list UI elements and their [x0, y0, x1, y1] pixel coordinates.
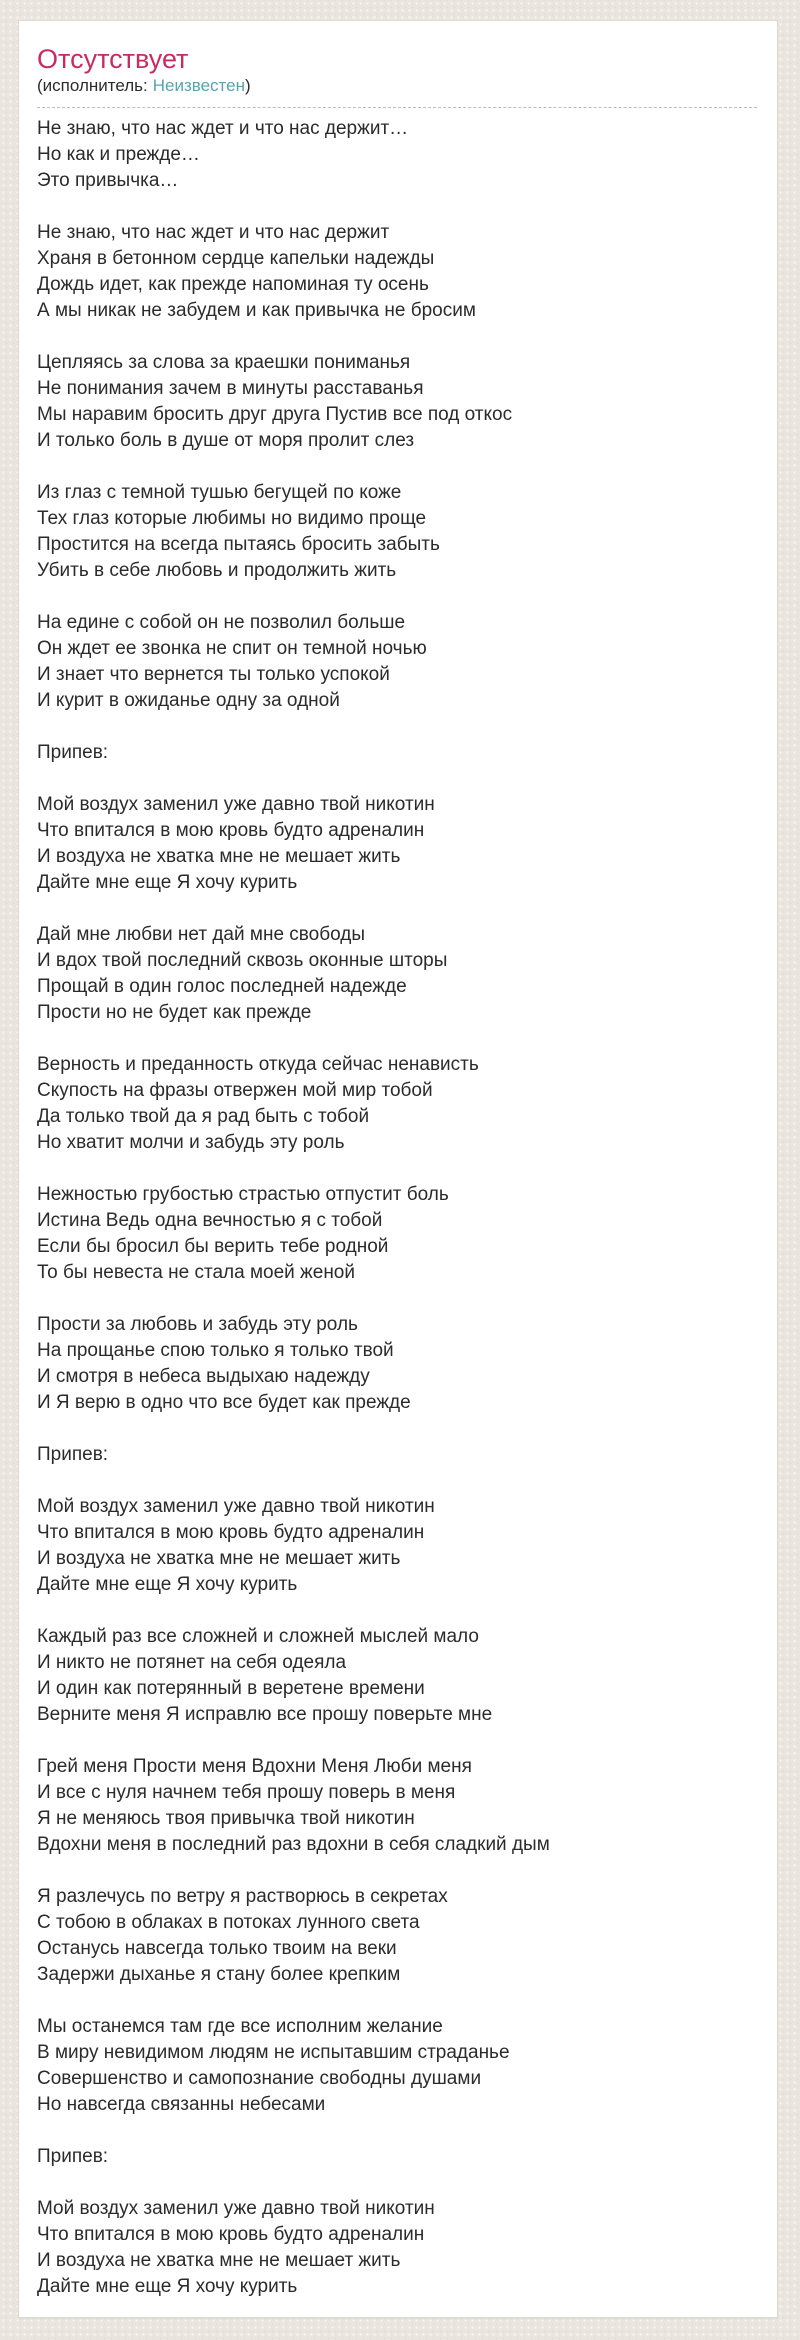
lyric-line: То бы невеста не стала моей женой — [37, 1262, 355, 1283]
lyric-stanza — [37, 220, 757, 324]
lyric-stanza — [37, 480, 757, 584]
lyric-stanza — [37, 116, 757, 194]
lyric-stanza — [37, 2144, 757, 2170]
lyric-line: Совершенство и самопознание свободны душами — [37, 2068, 482, 2089]
lyric-line: Истина Ведь одна вечностью я с тобой — [37, 1210, 383, 1231]
artist-label-prefix: (исполнитель: — [37, 76, 148, 95]
lyric-line: Да только твой да я рад быть с тобой — [37, 1106, 370, 1127]
lyric-line: Не понимания зачем в минуты расставанья — [37, 378, 424, 399]
lyric-stanza — [37, 350, 757, 454]
lyric-line: И никто не потянет на себя одеяла — [37, 1652, 347, 1673]
artist-link[interactable]: Неизвестен — [152, 76, 245, 95]
lyric-line: И вдох твой последний сквозь оконные шторы — [37, 950, 448, 971]
lyric-line: Прости но не будет как прежде — [37, 1002, 312, 1023]
lyric-line: И смотря в небеса выдыхаю надежду — [37, 1366, 370, 1387]
lyric-line: Если бы бросил бы верить тебе родной — [37, 1236, 389, 1257]
lyric-line: Дайте мне еще Я хочу курить — [37, 1574, 298, 1595]
lyric-line: И воздуха не хватка мне не мешает жить — [37, 1548, 401, 1569]
lyric-line: И Я верю в одно что все будет как прежде — [37, 1392, 411, 1413]
lyric-line: Дождь идет, как прежде напоминая ту осень — [37, 274, 429, 295]
lyric-line: На едине с собой он не позволил больше — [37, 612, 406, 633]
lyric-line: Что впитался в мою кровь будто адреналин — [37, 820, 425, 841]
lyric-stanza — [37, 2196, 757, 2300]
lyric-line: Я разлечусь по ветру я растворюсь в секретах — [37, 1886, 448, 1907]
lyric-line: Скупость на фразы отвержен мой мир тобой — [37, 1080, 433, 1101]
lyric-stanza — [37, 792, 757, 896]
lyric-line: Дай мне любви нет дай мне свободы — [37, 924, 366, 945]
lyric-line: Припев: — [37, 2146, 109, 2167]
lyric-stanza — [37, 1754, 757, 1858]
lyric-line: Нежностью грубостью страстью отпустит боль — [37, 1184, 449, 1205]
lyric-line: На прощанье спою только я только твой — [37, 1340, 394, 1361]
lyric-stanza — [37, 1624, 757, 1728]
lyric-stanza — [37, 1182, 757, 1286]
artist-label-suffix: ) — [245, 76, 251, 95]
lyrics-text — [37, 116, 757, 2300]
lyric-line: И один как потерянный в веретене времени — [37, 1678, 425, 1699]
lyric-line: В миру невидимом людям не испытавшим страданье — [37, 2042, 510, 2063]
lyric-line: Верность и преданность откуда сейчас ненависть — [37, 1054, 479, 1075]
lyric-line: Мы наравим бросить друг друга Пустив все под откос — [37, 404, 513, 425]
lyric-line: Останусь навсегда только твоим на веки — [37, 1938, 397, 1959]
lyric-line: Дайте мне еще Я хочу курить — [37, 2276, 298, 2297]
lyric-line: Верните меня Я исправлю все прошу поверьте мне — [37, 1704, 493, 1725]
lyric-line: И воздуха не хватка мне не мешает жить — [37, 846, 401, 867]
lyric-line: Мой воздух заменил уже давно твой никотин — [37, 794, 435, 815]
lyric-line: Дайте мне еще Я хочу курить — [37, 872, 298, 893]
lyric-line: Простится на всегда пытаясь бросить забыть — [37, 534, 440, 555]
lyric-line: Убить в себе любовь и продолжить жить — [37, 560, 397, 581]
lyric-stanza — [37, 1312, 757, 1416]
lyric-line: Задержи дыханье я стану более крепким — [37, 1964, 401, 1985]
lyric-stanza — [37, 740, 757, 766]
lyric-line: И курит в ожиданье одну за одной — [37, 690, 340, 711]
lyric-stanza — [37, 2014, 757, 2118]
lyric-line: И все с нуля начнем тебя прошу поверь в меня — [37, 1782, 456, 1803]
lyric-line: Каждый раз все сложней и сложней мыслей мало — [37, 1626, 479, 1647]
lyric-line: Не знаю, что нас ждет и что нас держит — [37, 222, 390, 243]
lyric-stanza — [37, 1442, 757, 1468]
lyric-line: Прости за любовь и забудь эту роль — [37, 1314, 358, 1335]
lyric-line: Припев: — [37, 742, 109, 763]
lyric-line: И воздуха не хватка мне не мешает жить — [37, 2250, 401, 2271]
lyric-line: Мой воздух заменил уже давно твой никотин — [37, 1496, 435, 1517]
lyric-line: Не знаю, что нас ждет и что нас держит… — [37, 118, 409, 139]
lyric-line: Мы останемся там где все исполним желание — [37, 2016, 443, 2037]
lyric-stanza — [37, 922, 757, 1026]
lyric-line: Цепляясь за слова за краешки пониманья — [37, 352, 411, 373]
lyric-line: Что впитался в мою кровь будто адреналин — [37, 1522, 425, 1543]
lyric-line: Он ждет ее звонка не спит он темной ночью — [37, 638, 427, 659]
lyric-line: Это привычка… — [37, 170, 179, 191]
lyric-line: Но как и прежде… — [37, 144, 200, 165]
lyric-line: Но хватит молчи и забудь эту роль — [37, 1132, 345, 1153]
lyric-stanza — [37, 1052, 757, 1156]
lyric-line: Я не меняюсь твоя привычка твой никотин — [37, 1808, 415, 1829]
lyric-line: Прощай в один голос последней надежде — [37, 976, 407, 997]
lyrics-card — [18, 20, 778, 2318]
lyric-line: Тех глаз которые любимы но видимо проще — [37, 508, 427, 529]
lyric-line: Что впитался в мою кровь будто адреналин — [37, 2224, 425, 2245]
lyric-line: И только боль в душе от моря пролит слез — [37, 430, 415, 451]
lyric-line: И знает что вернется ты только успокой — [37, 664, 390, 685]
lyric-line: Но навсегда связанны небесами — [37, 2094, 326, 2115]
lyric-stanza — [37, 1884, 757, 1988]
lyric-line: А мы никак не забудем и как привычка не бросим — [37, 300, 476, 321]
lyric-stanza — [37, 1494, 757, 1598]
lyric-line: Мой воздух заменил уже давно твой никотин — [37, 2198, 435, 2219]
lyric-line: Грей меня Прости меня Вдохни Меня Люби меня — [37, 1756, 472, 1777]
lyric-line: Храня в бетонном сердце капельки надежды — [37, 248, 435, 269]
lyric-line: Припев: — [37, 1444, 109, 1465]
lyric-line: Из глаз с темной тушью бегущей по коже — [37, 482, 402, 503]
lyric-stanza — [37, 610, 757, 714]
lyric-line: С тобою в облаках в потоках лунного света — [37, 1912, 420, 1933]
lyric-line: Вдохни меня в последний раз вдохни в себя сладкий дым — [37, 1834, 550, 1855]
artist-line — [37, 75, 757, 108]
song-title-link[interactable]: Отсутствует — [37, 44, 189, 74]
